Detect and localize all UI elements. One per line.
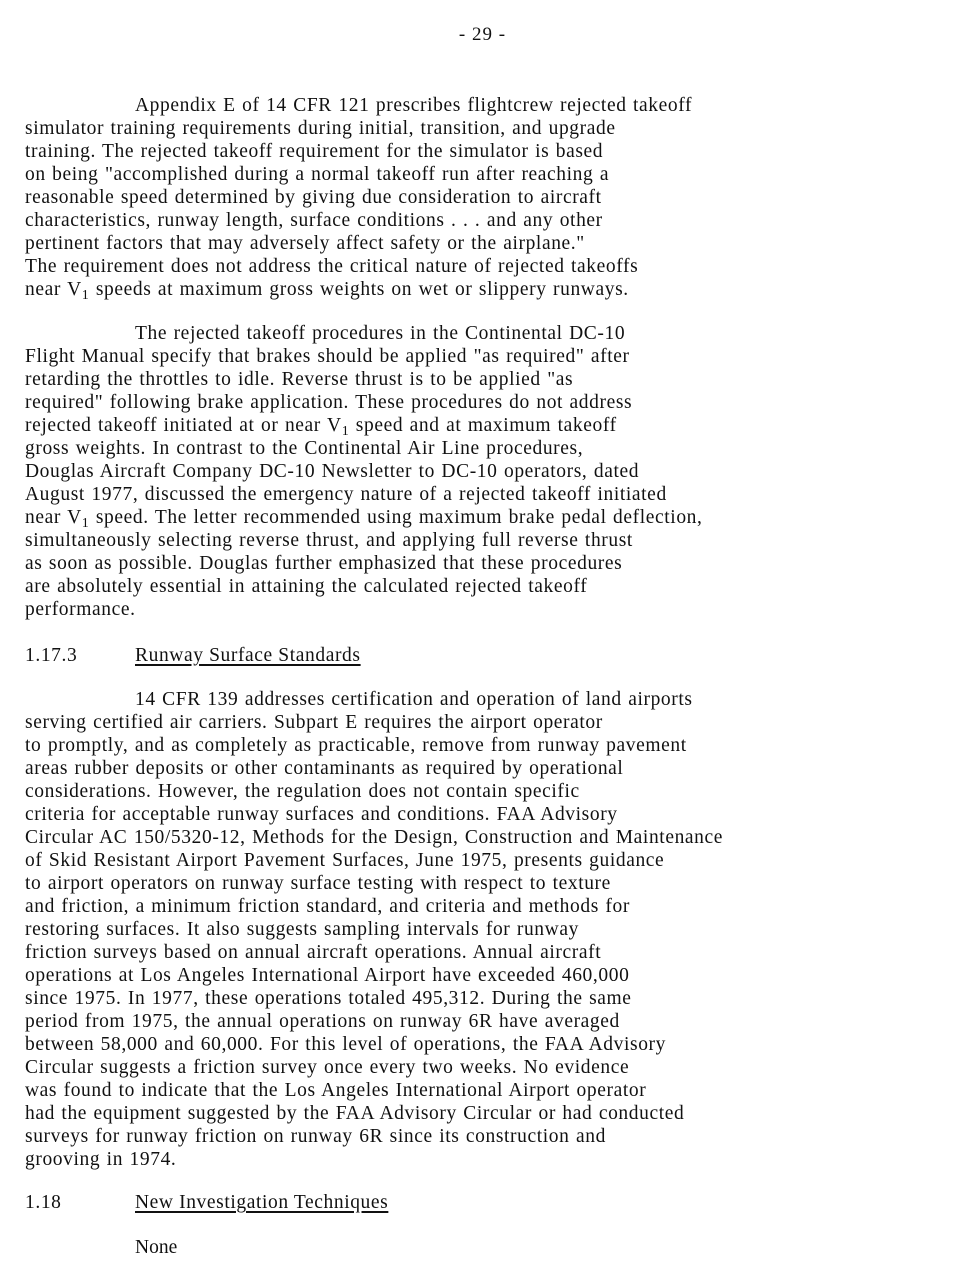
text-fragment: near V <box>25 507 82 528</box>
text-line: retarding the throttles to idle. Reverse thrust is to be applied "as <box>25 369 574 390</box>
text-line: The rejected takeoff procedures in the Continental DC-10 <box>135 323 626 344</box>
text-line: Flight Manual specify that brakes should be applied "as required" after <box>25 346 630 367</box>
text-fragment: near V <box>25 279 82 300</box>
text-line: characteristics, runway length, surface conditions . . . and any other <box>25 210 603 231</box>
section-heading-1-18 <box>25 1191 388 1214</box>
text-line: areas rubber deposits or other contaminants as required by operational <box>25 758 624 779</box>
section-body-none: None <box>135 1237 178 1258</box>
text-line: friction surveys based on annual aircraft operations. Annual aircraft <box>25 942 602 963</box>
text-line: The requirement does not address the critical nature of rejected takeoffs <box>25 256 639 277</box>
text-fragment: speed and at maximum takeoff <box>349 415 617 436</box>
text-line: are absolutely essential in attaining the calculated rejected takeoff <box>25 576 588 597</box>
section-heading-1-17-3 <box>25 644 361 667</box>
section-title: Runway Surface Standards <box>135 645 361 666</box>
text-line: serving certified air carriers. Subpart E requires the airport operator <box>25 712 603 733</box>
text-line: surveys for runway friction on runway 6R since its construction and <box>25 1126 606 1147</box>
text-line: criteria for acceptable runway surfaces and conditions. FAA Advisory <box>25 804 618 825</box>
text-line <box>25 414 905 437</box>
text-line: as soon as possible. Douglas further emphasized that these procedures <box>25 553 623 574</box>
text-line: on being "accomplished during a normal takeoff run after reaching a <box>25 164 610 185</box>
text-line: performance. <box>25 599 136 620</box>
subscript: 1 <box>81 288 90 303</box>
text-line: and friction, a minimum friction standard, and criteria and methods for <box>25 896 630 917</box>
text-line: grooving in 1974. <box>25 1149 177 1170</box>
text-line: Circular suggests a friction survey once every two weeks. No evidence <box>25 1057 630 1078</box>
text-line: Circular AC 150/5320-12, Methods for the Design, Construction and Maintenance <box>25 827 724 848</box>
text-fragment: speeds at maximum gross weights on wet or slippery runways. <box>89 279 629 300</box>
text-line: had the equipment suggested by the FAA Advisory Circular or had conducted <box>25 1103 685 1124</box>
section-number: 1.18 <box>25 1192 62 1213</box>
text-fragment: speed. The letter recommended using maximum brake pedal deflection, <box>89 507 703 528</box>
paragraph-appendix-e <box>25 94 905 301</box>
text-line: simultaneously selecting reverse thrust, and applying full reverse thrust <box>25 530 633 551</box>
text-line: reasonable speed determined by giving due consideration to aircraft <box>25 187 602 208</box>
text-line: operations at Los Angeles International Airport have exceeded 460,000 <box>25 965 630 986</box>
text-line: simulator training requirements during initial, transition, and upgrade <box>25 118 616 139</box>
text-line: period from 1975, the annual operations on runway 6R have averaged <box>25 1011 620 1032</box>
text-line <box>25 506 905 529</box>
text-line: since 1975. In 1977, these operations totaled 495,312. During the same <box>25 988 632 1009</box>
text-line: considerations. However, the regulation does not contain specific <box>25 781 580 802</box>
text-line: pertinent factors that may adversely affect safety or the airplane." <box>25 233 585 254</box>
text-line: 14 CFR 139 addresses certification and operation of land airports <box>135 689 693 710</box>
text-line: was found to indicate that the Los Angeles International Airport operator <box>25 1080 647 1101</box>
text-line: between 58,000 and 60,000. For this level of operations, the FAA Advisory <box>25 1034 666 1055</box>
subscript: 1 <box>81 516 90 531</box>
page-number: - 29 - <box>458 24 507 45</box>
text-line: Appendix E of 14 CFR 121 prescribes flightcrew rejected takeoff <box>135 95 693 116</box>
text-line: gross weights. In contrast to the Continental Air Line procedures, <box>25 438 584 459</box>
section-number: 1.17.3 <box>25 645 78 666</box>
paragraph-runway-standards <box>25 688 905 1171</box>
text-line: Douglas Aircraft Company DC-10 Newsletter to DC-10 operators, dated <box>25 461 640 482</box>
text-line: to airport operators on runway surface testing with respect to texture <box>25 873 611 894</box>
text-line <box>25 278 905 301</box>
subscript: 1 <box>341 424 350 439</box>
section-title: New Investigation Techniques <box>135 1192 389 1213</box>
text-line: of Skid Resistant Airport Pavement Surfaces, June 1975, presents guidance <box>25 850 665 871</box>
paragraph-continental-procedures <box>25 322 905 621</box>
text-line: training. The rejected takeoff requirement for the simulator is based <box>25 141 604 162</box>
text-line: to promptly, and as completely as practicable, remove from runway pavement <box>25 735 687 756</box>
text-fragment: rejected takeoff initiated at or near V <box>25 415 342 436</box>
text-line: restoring surfaces. It also suggests sampling intervals for runway <box>25 919 579 940</box>
text-line: required" following brake application. These procedures do not address <box>25 392 633 413</box>
text-line: August 1977, discussed the emergency nature of a rejected takeoff initiated <box>25 484 667 505</box>
